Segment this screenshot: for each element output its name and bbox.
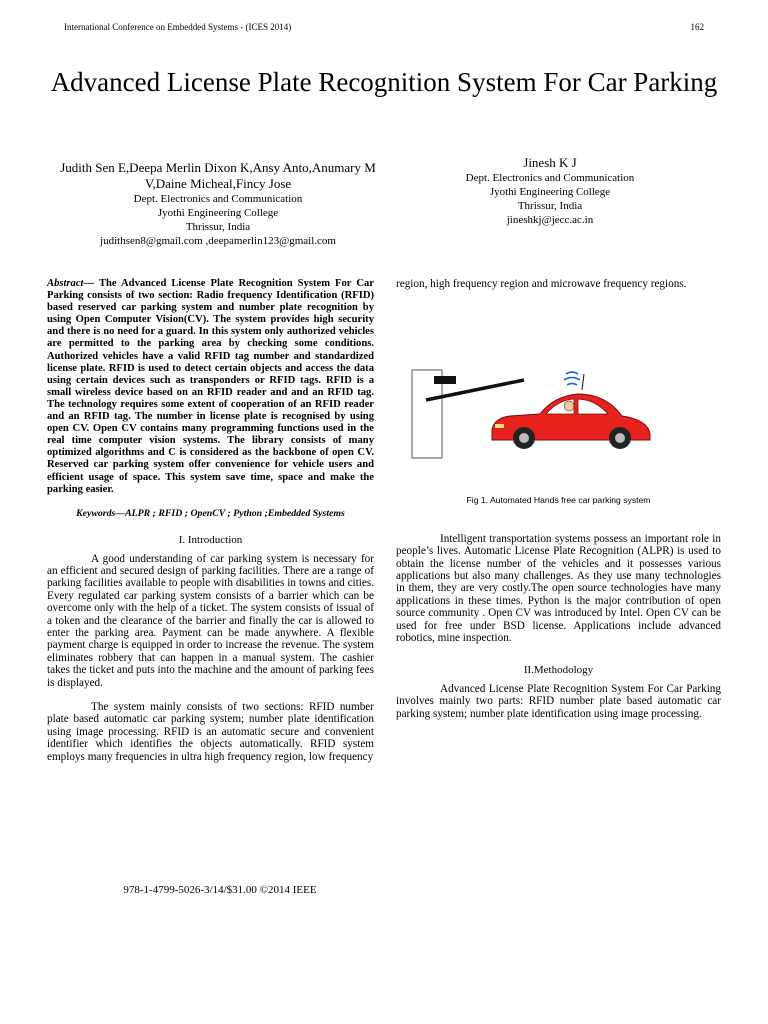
car-icon (492, 394, 650, 449)
author-department: Dept. Electronics and Communication (465, 172, 635, 184)
signal-waves-icon (564, 372, 580, 385)
intro-paragraph-2-continued: region, high frequency region and microwave frequency regions. (396, 278, 687, 290)
author-names: Judith Sen E,Deepa Merlin Dixon K,Ansy Anto,Anumary M V,Daine Micheal,Fincy Jose (60, 160, 376, 191)
author-location: Thrissur, India (517, 200, 583, 212)
section-heading-introduction: I. Introduction (178, 534, 243, 547)
author-department: Dept. Electronics and Communication (133, 193, 303, 205)
author-college: Jyothi Engineering College (157, 207, 279, 219)
author-block-right (430, 155, 670, 227)
figure-caption: Fig 1. Automated Hands free car parking system (466, 495, 651, 506)
page-number: 162 (690, 22, 704, 32)
author-names: Jinesh K J (523, 155, 577, 170)
rfid-reader-box (434, 376, 456, 384)
author-email: judithsen8@gmail.com ,deepamerlin123@gmail.com (100, 235, 336, 247)
intro-paragraph-2: The system mainly consists of two sections: RFID number plate based automatic car parking system; number plate identification using image processing. RFID is an automatic secure and convenient identifier which identifies the objects automatically. RFID system employs many frequencies in ultra high frequency region, low frequency (47, 700, 374, 763)
abstract-label: Abstract (47, 278, 84, 289)
methodology-paragraph: Advanced License Plate Recognition System For Car Parking involves mainly two parts: RFID number plate based automatic car parking system; number plate identification using image processing. (396, 682, 721, 720)
author-location: Thrissur, India (185, 221, 251, 233)
right-paragraph-1: Intelligent transportation systems possess an important role in people’s lives. Automatic License Plate Recognition (ALPR) is used to obtain the license number of the vehicles and it possesses various applications but also many challenges. As they use many technologies in them, they are very costly.The open source technologies have many applications in these times. Python is the major contribution of open source community . Open CV was introduced by Intel. Open CV can be used for free under BSD license. Applications include advanced robotics, mine inspection. (396, 532, 721, 645)
figure-1 (396, 364, 721, 474)
paper-title: Advanced License Plate Recognition System For Car Parking (50, 67, 718, 97)
headlight (495, 424, 504, 428)
author-email: jineshkj@jecc.ac.in (506, 214, 594, 226)
keywords: Keywords—ALPR ; RFID ; OpenCV ; Python ;Embedded Systems (76, 507, 345, 519)
parking-illustration (396, 364, 721, 474)
conference-name: International Conference on Embedded Systems - (ICES 2014) (64, 22, 292, 32)
left-column (47, 278, 374, 763)
right-column (396, 278, 721, 720)
driver-head (564, 401, 574, 411)
copyright-footer: 978-1-4799-5026-3/14/$31.00 ©2014 IEEE (123, 884, 317, 896)
antenna (582, 374, 584, 390)
author-college: Jyothi Engineering College (489, 186, 611, 198)
author-block-left (48, 160, 388, 248)
abstract (47, 278, 374, 496)
abstract-dash: — (83, 278, 99, 289)
section-heading-methodology: II.Methodology (523, 664, 594, 677)
intro-paragraph-1: A good understanding of car parking system is necessary for an efficient and secured design of parking facilities. There are a range of parking facilities available to people with disabilities in towns and cities. Every regulated car parking system consists of a barrier which can be overcome only with the help of a ticket. The system consists of issual of a token and the clearance of the barrier and finally the car is allowed to enter the parking area. Payment can be made anywhere. A flexible payment charge is equipped in order to increase the revenue. The system eliminates robbery that can happen in a manual system. The cashier takes the ticket and puts into the machine and the amount of parking fees is displayed. (47, 552, 374, 689)
abstract-text: The Advanced License Plate Recognition System For Car Parking consists of two section: Radio frequency Identification (RFID) based reserved car parking system and number plate recognition by using Open Computer Vision(CV). The system provides high security and there is no need for a guard. In this system only authorized vehicles are permitted to the parking area by checking some conditions. Authorized vehicles have a valid RFID tag number and standardized license plate. RFID is used to detect certain objects and access the data using certain devices such as transponders or RFID tags. RFID is a small wireless device based on an RFID reader and and an RFID tag. The technology requires some extent of cooperation of an RFID reader and an RFID tag. The number in license plate is recognised by using open CV. Open CV contains many programming functions used in the real time computer vision systems. The library consists of many optimized algorithms and C is considered as the backbone of open CV. Reserved car parking system offer convenience for vehicle users and efficient usage of space. This system save time, space and make the parking easier. (47, 278, 374, 495)
